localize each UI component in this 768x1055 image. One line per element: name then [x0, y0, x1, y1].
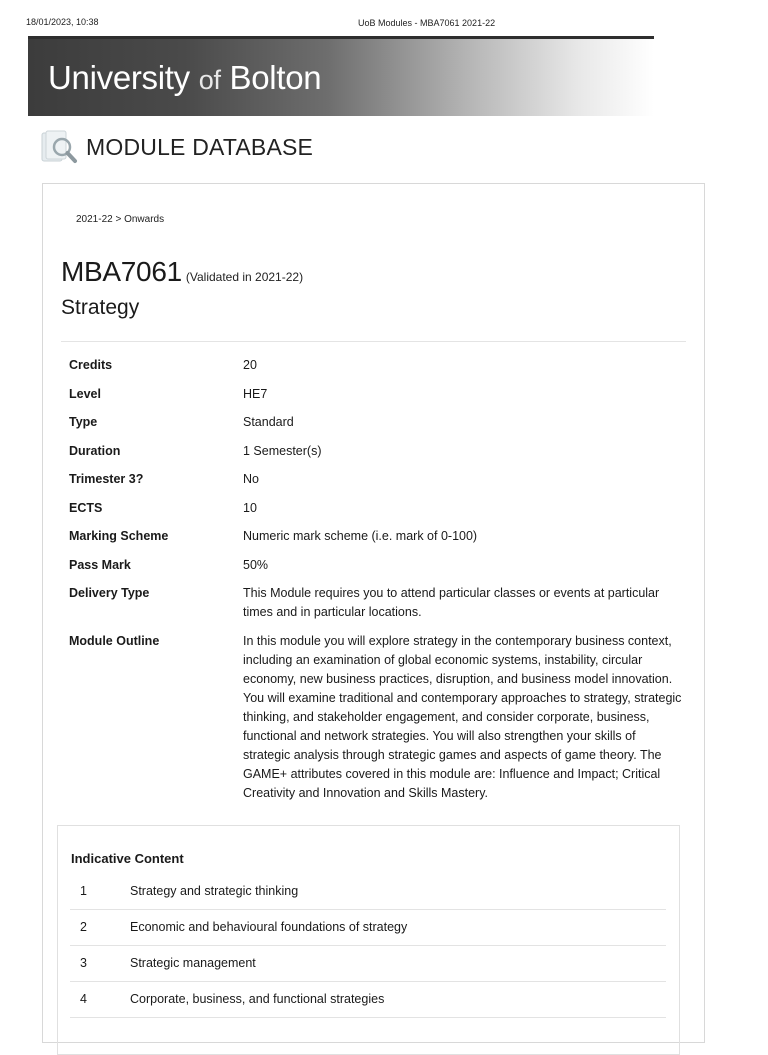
- detail-row-credits: [69, 356, 689, 375]
- list-item-text: Corporate, business, and functional strategies: [130, 992, 385, 1006]
- detail-row-marking-scheme: [69, 527, 689, 546]
- detail-row-trimester: [69, 470, 689, 489]
- detail-value: 10: [243, 500, 257, 515]
- detail-value: No: [243, 472, 259, 486]
- indicative-content-title: Indicative Content: [71, 851, 184, 866]
- detail-value: HE7: [243, 386, 268, 401]
- detail-row-delivery-type: [69, 584, 689, 622]
- module-code-line: [61, 256, 303, 288]
- indicative-content-panel: [57, 825, 680, 1055]
- detail-row-pass-mark: [69, 556, 689, 575]
- module-code: MBA7061: [61, 256, 182, 287]
- print-datetime: 18/01/2023, 10:38: [26, 17, 99, 27]
- detail-row-duration: [69, 442, 689, 461]
- module-details-table: [69, 356, 689, 803]
- detail-value: 20: [243, 358, 257, 372]
- detail-label: Level: [69, 386, 101, 401]
- detail-label: Trimester 3?: [69, 472, 144, 486]
- module-database-title: MODULE DATABASE: [86, 134, 314, 160]
- detail-row-type: [69, 413, 689, 432]
- list-item-number: 3: [80, 956, 87, 970]
- list-item: [70, 982, 666, 1018]
- detail-value: In this module you will explore strategy in the contemporary business context, including an examination of global economic systems, instability, circular economy, new business practices, disruption, and business model innovation. You will examine traditional and contemporary approaches to strategy, strategic thinking, and stakeholder engagement, and consider corporate, business, functional and network strategies. You will also strengthen your skills of strategic analysis through strategic games and aspects of game theory. The GAME+ attributes covered in this module are: Influence and Impact; Critical Creativity and Innovation and Skills Mastery.: [243, 633, 682, 800]
- list-item-text: Strategic management: [130, 956, 256, 970]
- list-item: [70, 946, 666, 982]
- logo-word-of: of: [198, 65, 221, 95]
- list-item: [70, 874, 666, 910]
- detail-label: Credits: [69, 358, 113, 372]
- logo-word-bolton: Bolton: [229, 59, 322, 96]
- module-validated: (Validated in 2021-22): [185, 270, 304, 284]
- logo-word-university: University: [48, 59, 190, 96]
- detail-label: Pass Mark: [69, 557, 131, 572]
- detail-label: Delivery Type: [69, 586, 150, 600]
- print-page-title: UoB Modules - MBA7061 2021-22: [358, 18, 496, 28]
- list-item-number: 4: [80, 992, 87, 1006]
- header-divider: [61, 341, 686, 342]
- detail-value: This Module requires you to attend particular classes or events at particular times and in particular locations.: [243, 586, 660, 619]
- detail-row-module-outline: [69, 632, 689, 803]
- university-banner: [28, 36, 654, 116]
- detail-row-ects: [69, 499, 689, 518]
- list-item-number: 2: [80, 920, 87, 934]
- detail-value: 1 Semester(s): [243, 443, 322, 458]
- detail-value: 50%: [243, 557, 269, 572]
- detail-value: Standard: [243, 415, 294, 429]
- list-item-text: Strategy and strategic thinking: [130, 884, 299, 898]
- indicative-content-list: [70, 874, 666, 1018]
- list-item-number: 1: [80, 884, 87, 898]
- detail-label: ECTS: [69, 500, 103, 515]
- detail-label: Module Outline: [69, 633, 160, 648]
- detail-label: Marking Scheme: [69, 529, 169, 543]
- detail-label: Type: [69, 415, 98, 429]
- detail-value: Numeric mark scheme (i.e. mark of 0-100): [243, 529, 478, 543]
- breadcrumb[interactable]: 2021-22 > Onwards: [76, 214, 165, 225]
- module-name: Strategy: [61, 296, 140, 319]
- list-item: [70, 910, 666, 946]
- detail-label: Duration: [69, 443, 121, 458]
- module-panel: [42, 183, 705, 1043]
- university-logo: [48, 59, 321, 97]
- list-item-text: Economic and behavioural foundations of strategy: [130, 920, 408, 934]
- magnifier-database-icon: [40, 129, 80, 167]
- print-header: [0, 0, 768, 34]
- detail-row-level: [69, 385, 689, 404]
